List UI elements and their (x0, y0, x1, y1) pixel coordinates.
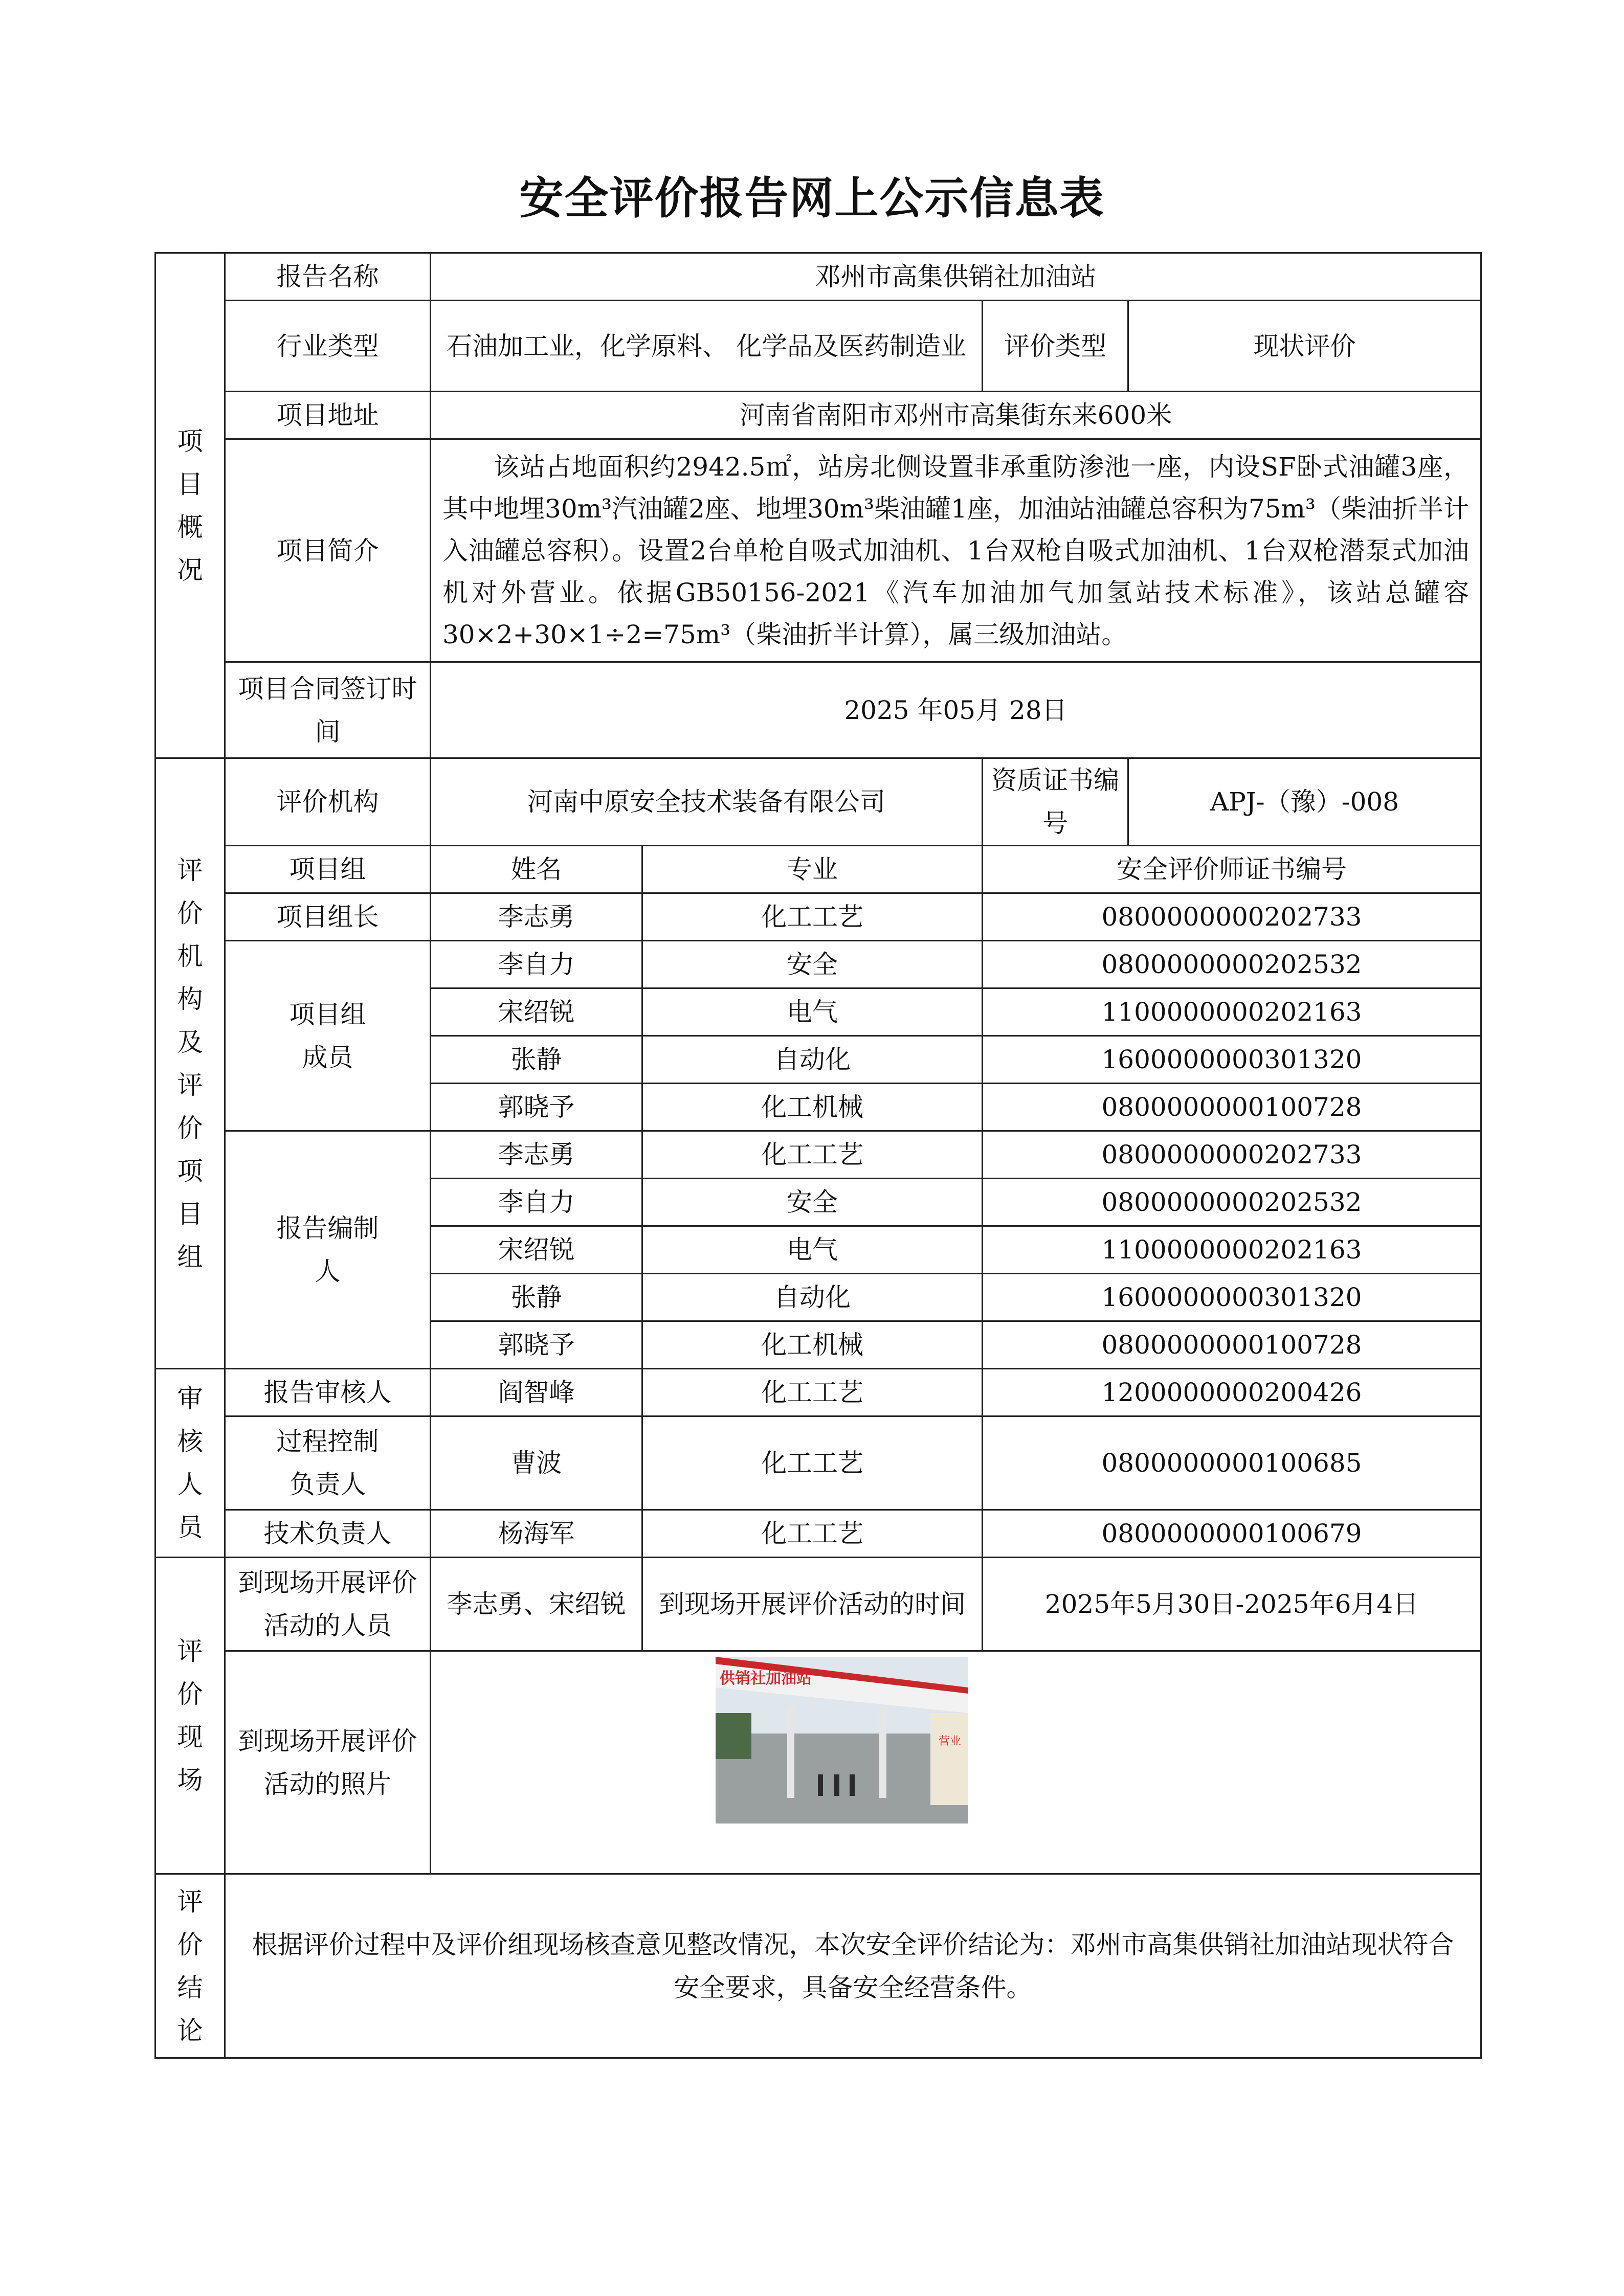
site-photo-cell (431, 1651, 1481, 1874)
author-major: 自动化 (642, 1274, 983, 1321)
site-time-label: 到现场开展评价活动的时间 (642, 1558, 983, 1651)
member-major: 电气 (642, 988, 983, 1036)
member-major: 安全 (642, 941, 983, 988)
leader-name: 李志勇 (431, 893, 642, 941)
member-major: 自动化 (642, 1036, 983, 1084)
process-cert: 0800000000100685 (983, 1416, 1481, 1510)
member-name: 郭晓予 (431, 1084, 642, 1131)
gas-station-photo (716, 1657, 968, 1824)
report-name-label: 报告名称 (225, 253, 431, 301)
intro-label: 项目简介 (225, 439, 431, 662)
member-cert: 1100000000202163 (983, 988, 1481, 1036)
leader-label: 项目组长 (225, 893, 431, 941)
section-site-label: 评价现场 (177, 1636, 203, 1795)
section-org (155, 758, 225, 1369)
section-overview-label: 项目概况 (177, 426, 203, 585)
photo-building (930, 1713, 968, 1805)
author-cert: 0800000000100728 (983, 1321, 1481, 1369)
author-name: 李自力 (431, 1179, 642, 1226)
author-cert: 1600000000301320 (983, 1274, 1481, 1321)
section-review (155, 1369, 225, 1558)
member-name: 李自力 (431, 941, 642, 988)
process-name: 曹波 (431, 1416, 642, 1510)
leader-major: 化工工艺 (642, 893, 983, 941)
section-org-label: 评价机构及评价项目组 (177, 855, 203, 1272)
process-label-text: 过程控制负责人 (276, 1427, 379, 1499)
header-group: 项目组 (225, 846, 431, 893)
contract-date: 2025 年05月 28日 (431, 662, 1481, 758)
eval-type-value: 现状评价 (1128, 301, 1481, 392)
photo-ground (716, 1734, 968, 1824)
reviewer-major: 化工工艺 (642, 1369, 983, 1416)
members-label-text: 项目组成员 (289, 999, 366, 1072)
author-cert: 0800000000202532 (983, 1179, 1481, 1226)
section-overview (155, 253, 225, 758)
photo-person (850, 1774, 855, 1796)
industry-label: 行业类型 (225, 301, 431, 392)
section-site (155, 1558, 225, 1874)
process-label (225, 1416, 431, 1510)
member-name: 张静 (431, 1036, 642, 1084)
reviewer-label: 报告审核人 (225, 1369, 431, 1416)
photo-pillar-left (787, 1706, 794, 1798)
agency-value: 河南中原安全技术装备有限公司 (431, 758, 983, 846)
author-name: 宋绍锐 (431, 1226, 642, 1274)
tech-label: 技术负责人 (225, 1510, 431, 1558)
section-conclusion (155, 1874, 225, 2058)
photo-person (834, 1774, 839, 1796)
report-name-value: 邓州市高集供销社加油站 (431, 253, 1481, 301)
photo-person (818, 1774, 823, 1796)
agency-label: 评价机构 (225, 758, 431, 846)
author-major: 安全 (642, 1179, 983, 1226)
industry-value: 石油加工业，化学原料、 化学品及医药制造业 (431, 301, 983, 392)
photo-pillar-right (879, 1706, 886, 1798)
author-name: 郭晓予 (431, 1321, 642, 1369)
author-major: 化工机械 (642, 1321, 983, 1369)
members-label (225, 941, 431, 1131)
member-cert: 0800000000202532 (983, 941, 1481, 988)
intro-value: 该站占地面积约2942.5㎡，站房北侧设置非承重防渗池一座，内设SF卧式油罐3座，其中地埋30m³汽油罐2座、地埋30m³柴油罐1座，加油站油罐总容积为75m³（柴油折半计入油罐总容积）。设置2台单枪自吸式加油机、1台双枪自吸式加油机、1台双枪潜泵式加油机对外营业。依据GB50156-2021《汽车加油加气加氢站技术标准》，该站总罐容30×2+30×1÷2=75m³（柴油折半计算），属三级加油站。 (431, 439, 1481, 662)
photo-sign-text: 供销社加油站 (720, 1670, 812, 1687)
eval-type-label: 评价类型 (983, 301, 1128, 392)
reviewer-cert: 1200000000200426 (983, 1369, 1481, 1416)
tech-name: 杨海军 (431, 1510, 642, 1558)
header-name: 姓名 (431, 846, 642, 893)
member-cert: 0800000000100728 (983, 1084, 1481, 1131)
author-major: 化工工艺 (642, 1131, 983, 1179)
address-value: 河南省南阳市邓州市高集街东来600米 (431, 392, 1481, 439)
leader-cert: 0800000000202733 (983, 893, 1481, 941)
author-cert: 0800000000202733 (983, 1131, 1481, 1179)
header-cert: 安全评价师证书编号 (983, 846, 1481, 893)
author-cert: 1100000000202163 (983, 1226, 1481, 1274)
author-major: 电气 (642, 1226, 983, 1274)
cert-value: APJ-（豫）-008 (1128, 758, 1481, 846)
site-time-value: 2025年5月30日-2025年6月4日 (983, 1558, 1481, 1651)
address-label: 项目地址 (225, 392, 431, 439)
member-cert: 1600000000301320 (983, 1036, 1481, 1084)
authors-label (225, 1131, 431, 1369)
cert-label: 资质证书编号 (983, 758, 1128, 846)
contract-label: 项目合同签订时间 (225, 662, 431, 758)
photo-trees (716, 1713, 751, 1759)
info-table (154, 252, 1482, 2059)
site-photo-label: 到现场开展评价活动的照片 (225, 1651, 431, 1874)
author-name: 张静 (431, 1274, 642, 1321)
process-major: 化工工艺 (642, 1416, 983, 1510)
author-name: 李志勇 (431, 1131, 642, 1179)
authors-label-text: 报告编制人 (276, 1213, 379, 1286)
reviewer-name: 阎智峰 (431, 1369, 642, 1416)
photo-shop-text: 营业 (939, 1735, 962, 1748)
site-people-value: 李志勇、宋绍锐 (431, 1558, 642, 1651)
member-major: 化工机械 (642, 1084, 983, 1131)
tech-cert: 0800000000100679 (983, 1510, 1481, 1558)
section-conclusion-label: 评价结论 (177, 1886, 203, 2045)
page-title: 安全评价报告网上公示信息表 (519, 173, 1105, 224)
conclusion-text: 根据评价过程中及评价组现场核查意见整改情况，本次安全评价结论为：邓州市高集供销社加油站现状符合安全要求，具备安全经营条件。 (225, 1874, 1481, 2058)
site-people-label: 到现场开展评价活动的人员 (225, 1558, 431, 1651)
member-name: 宋绍锐 (431, 988, 642, 1036)
tech-major: 化工工艺 (642, 1510, 983, 1558)
section-review-label: 审核人员 (177, 1384, 203, 1542)
header-major: 专业 (642, 846, 983, 893)
